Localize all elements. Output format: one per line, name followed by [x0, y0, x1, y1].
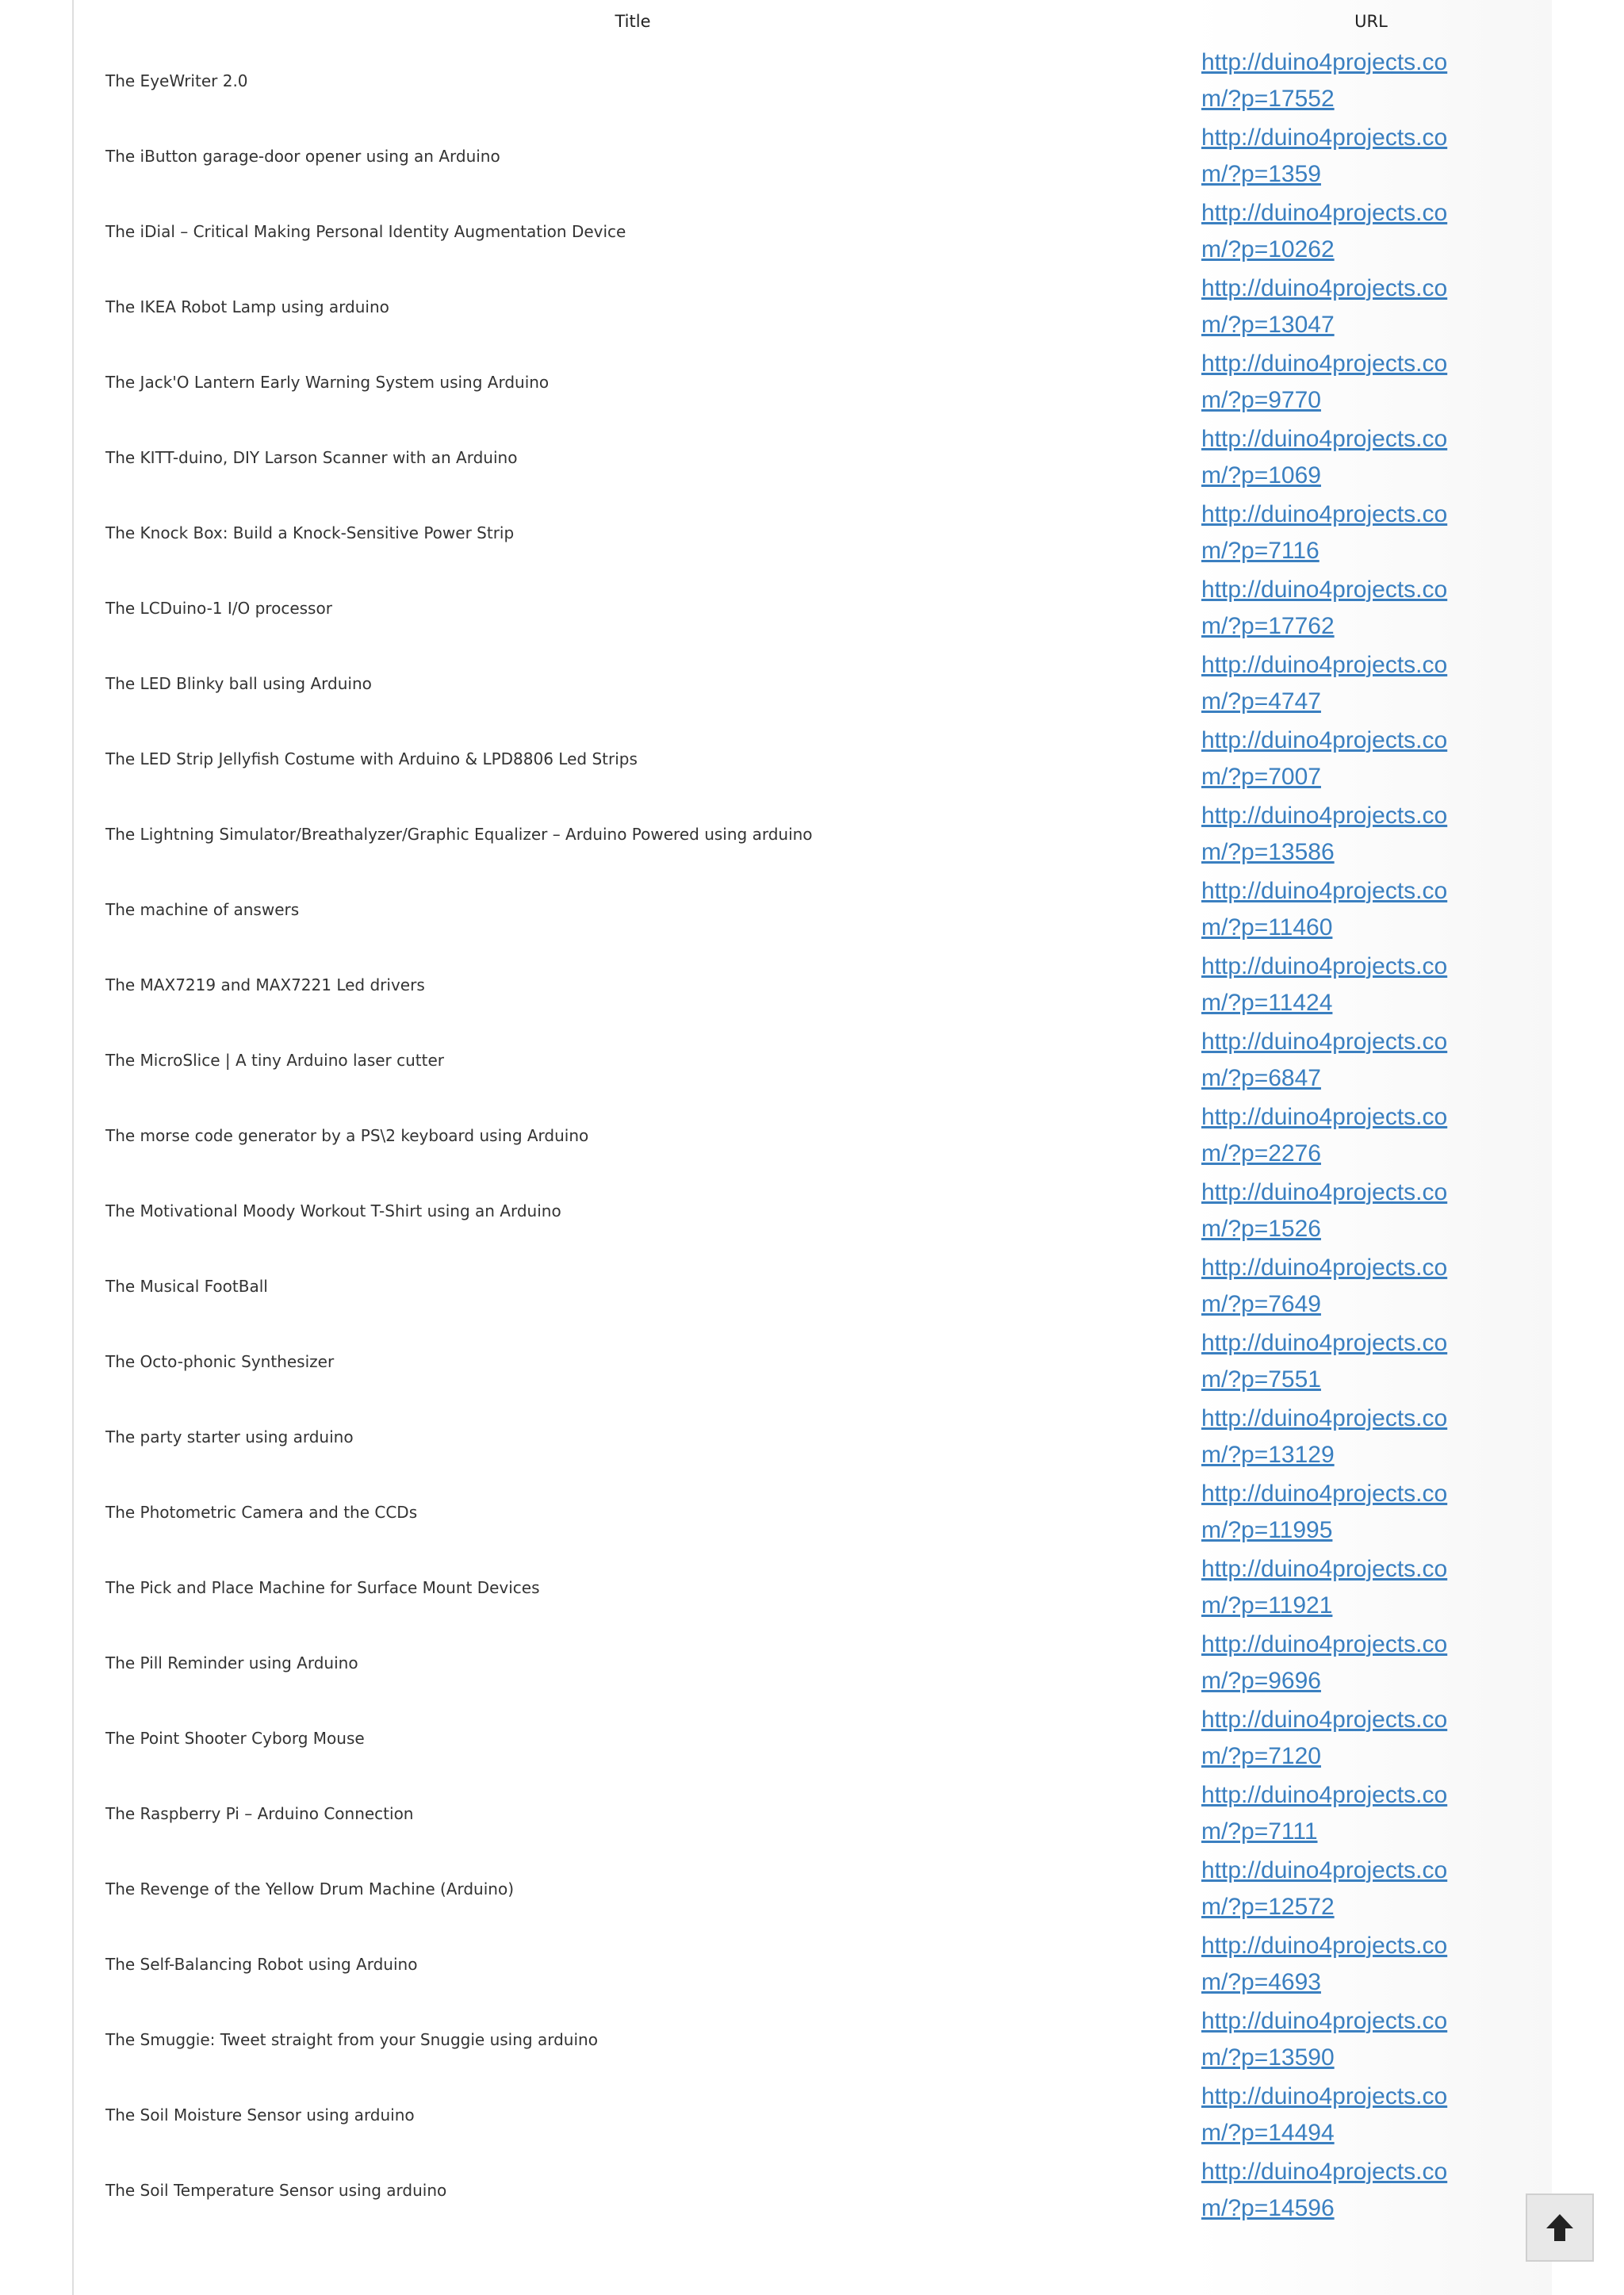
project-title: The Lightning Simulator/Breathalyzer/Graphic Equalizer – Arduino Powered using arduino: [105, 824, 813, 844]
project-title: The Smuggie: Tweet straight from your Snuggie using arduino: [105, 2029, 598, 2049]
table-row: [74, 1700, 1550, 1776]
project-url-link[interactable]: http://duino4projects.com/?p=7649: [1201, 1254, 1448, 1317]
url-cell: [1192, 872, 1550, 947]
url-cell: [1192, 2002, 1550, 2077]
project-url-link[interactable]: http://duino4projects.com/?p=4693: [1201, 1932, 1448, 1995]
project-url-link[interactable]: http://duino4projects.com/?p=9696: [1201, 1630, 1448, 1694]
table-row: [74, 1550, 1550, 1625]
project-title: The EyeWriter 2.0: [105, 71, 248, 90]
url-cell: [1192, 721, 1550, 796]
url-cell: [1192, 570, 1550, 646]
project-title: The Pill Reminder using Arduino: [105, 1653, 358, 1672]
project-url-link[interactable]: http://duino4projects.com/?p=11424: [1201, 952, 1448, 1016]
project-url-link[interactable]: http://duino4projects.com/?p=7111: [1201, 1781, 1448, 1845]
table-row: [74, 1098, 1550, 1173]
table-row: [74, 1022, 1550, 1098]
table-row: [74, 1248, 1550, 1324]
project-title: The morse code generator by a PS\2 keyboard using Arduino: [105, 1125, 589, 1145]
url-cell: [1192, 344, 1550, 420]
project-title: The LCDuino-1 I/O processor: [105, 598, 332, 618]
table-row: [74, 796, 1550, 872]
table-row: [74, 1776, 1550, 1851]
table-row: [74, 646, 1550, 721]
arrow-up-icon: [1544, 2212, 1576, 2243]
table-row: [74, 872, 1550, 947]
project-url-link[interactable]: http://duino4projects.com/?p=14494: [1201, 2082, 1448, 2146]
table-row: [74, 570, 1550, 646]
url-cell: [1192, 1776, 1550, 1851]
project-title: The KITT-duino, DIY Larson Scanner with an Arduino: [105, 447, 518, 467]
url-cell: [1192, 1173, 1550, 1248]
scroll-to-top-button[interactable]: [1526, 2193, 1594, 2262]
project-url-link[interactable]: http://duino4projects.com/?p=11921: [1201, 1555, 1448, 1619]
content-frame: [72, 0, 1552, 2295]
project-title: The Self-Balancing Robot using Arduino: [105, 1954, 418, 1974]
table-row: [74, 43, 1550, 118]
project-url-link[interactable]: http://duino4projects.com/?p=14596: [1201, 2158, 1448, 2221]
table-row: [74, 1173, 1550, 1248]
project-title: The Soil Temperature Sensor using arduino: [105, 2180, 447, 2200]
table-row: [74, 1625, 1550, 1700]
project-url-link[interactable]: http://duino4projects.com/?p=7551: [1201, 1329, 1448, 1393]
project-title: The Raspberry Pi – Arduino Connection: [105, 1803, 414, 1823]
project-title: The machine of answers: [105, 899, 300, 919]
project-url-link[interactable]: http://duino4projects.com/?p=13590: [1201, 2007, 1448, 2071]
url-cell: [1192, 118, 1550, 193]
table-row: [74, 1851, 1550, 1926]
table-row: [74, 2152, 1550, 2228]
project-title: The Revenge of the Yellow Drum Machine (Arduino): [105, 1879, 514, 1898]
url-cell: [1192, 947, 1550, 1022]
project-url-link[interactable]: http://duino4projects.com/?p=11460: [1201, 877, 1448, 941]
project-title: The iDial – Critical Making Personal Identity Augmentation Device: [105, 221, 626, 241]
project-url-link[interactable]: http://duino4projects.com/?p=13586: [1201, 802, 1448, 865]
project-title: The party starter using arduino: [105, 1427, 354, 1446]
project-title: The MAX7219 and MAX7221 Led drivers: [105, 975, 425, 994]
project-title: The IKEA Robot Lamp using arduino: [105, 297, 389, 316]
url-cell: [1192, 1700, 1550, 1776]
url-cell: [1192, 1926, 1550, 2002]
table-row: [74, 420, 1550, 495]
table-body: [74, 43, 1550, 2228]
project-title: The Motivational Moody Workout T-Shirt using an Arduino: [105, 1201, 561, 1220]
url-cell: [1192, 1851, 1550, 1926]
url-cell: [1192, 1248, 1550, 1324]
project-title: The Point Shooter Cyborg Mouse: [105, 1728, 365, 1748]
url-cell: [1192, 2152, 1550, 2228]
url-cell: [1192, 495, 1550, 570]
table-row: [74, 1474, 1550, 1550]
url-cell: [1192, 1324, 1550, 1399]
project-url-link[interactable]: http://duino4projects.com/?p=17552: [1201, 48, 1448, 112]
project-url-link[interactable]: http://duino4projects.com/?p=2276: [1201, 1103, 1448, 1167]
project-title: The Jack'O Lantern Early Warning System using Arduino: [105, 372, 550, 392]
project-title: The Photometric Camera and the CCDs: [105, 1502, 418, 1522]
project-url-link[interactable]: http://duino4projects.com/?p=7007: [1201, 726, 1448, 790]
project-title: The Octo-phonic Synthesizer: [105, 1351, 335, 1371]
project-url-link[interactable]: http://duino4projects.com/?p=1359: [1201, 124, 1448, 187]
url-cell: [1192, 1550, 1550, 1625]
table-row: [74, 1926, 1550, 2002]
project-title: The Knock Box: Build a Knock-Sensitive Power Strip: [105, 523, 515, 542]
project-title: The MicroSlice | A tiny Arduino laser cutter: [105, 1050, 445, 1070]
url-cell: [1192, 646, 1550, 721]
project-url-link[interactable]: http://duino4projects.com/?p=17762: [1201, 576, 1448, 639]
project-url-link[interactable]: http://duino4projects.com/?p=11995: [1201, 1480, 1448, 1543]
url-cell: [1192, 2077, 1550, 2152]
table-row: [74, 1399, 1550, 1474]
url-cell: [1192, 269, 1550, 344]
project-url-link[interactable]: http://duino4projects.com/?p=4747: [1201, 651, 1448, 715]
table-row: [74, 495, 1550, 570]
table-row: [74, 269, 1550, 344]
table-header-row: [74, 0, 1550, 43]
table-row: [74, 2077, 1550, 2152]
project-title: The iButton garage-door opener using an Arduino: [105, 146, 500, 166]
url-cell: [1192, 43, 1550, 118]
project-title: The Pick and Place Machine for Surface Mount Devices: [105, 1577, 540, 1597]
table-row: [74, 721, 1550, 796]
table-row: [74, 947, 1550, 1022]
project-url-link[interactable]: http://duino4projects.com/?p=1069: [1201, 425, 1448, 489]
url-cell: [1192, 1399, 1550, 1474]
project-title: The Soil Moisture Sensor using arduino: [105, 2105, 415, 2125]
url-cell: [1192, 420, 1550, 495]
projects-table: [74, 0, 1550, 2228]
project-url-link[interactable]: http://duino4projects.com/?p=9770: [1201, 350, 1448, 413]
project-url-link[interactable]: http://duino4projects.com/?p=7116: [1201, 500, 1448, 564]
url-cell: [1192, 193, 1550, 269]
project-url-link[interactable]: http://duino4projects.com/?p=1526: [1201, 1178, 1448, 1242]
project-url-link[interactable]: http://duino4projects.com/?p=6847: [1201, 1028, 1448, 1091]
project-url-link[interactable]: http://duino4projects.com/?p=10262: [1201, 199, 1448, 262]
url-cell: [1192, 1022, 1550, 1098]
url-cell: [1192, 1625, 1550, 1700]
project-url-link[interactable]: http://duino4projects.com/?p=7120: [1201, 1706, 1448, 1769]
project-title: The Musical FootBall: [105, 1276, 268, 1296]
table-row: [74, 344, 1550, 420]
project-url-link[interactable]: http://duino4projects.com/?p=13129: [1201, 1404, 1448, 1468]
table-row: [74, 193, 1550, 269]
url-cell: [1192, 796, 1550, 872]
table-row: [74, 1324, 1550, 1399]
url-column-header: URL: [1354, 12, 1388, 31]
url-cell: [1192, 1098, 1550, 1173]
project-url-link[interactable]: http://duino4projects.com/?p=12572: [1201, 1856, 1448, 1920]
table-row: [74, 2002, 1550, 2077]
project-title: The LED Blinky ball using Arduino: [105, 673, 372, 693]
url-cell: [1192, 1474, 1550, 1550]
title-column-header: Title: [615, 12, 651, 31]
table-row: [74, 118, 1550, 193]
project-url-link[interactable]: http://duino4projects.com/?p=13047: [1201, 274, 1448, 338]
project-title: The LED Strip Jellyfish Costume with Arduino & LPD8806 Led Strips: [105, 749, 638, 768]
